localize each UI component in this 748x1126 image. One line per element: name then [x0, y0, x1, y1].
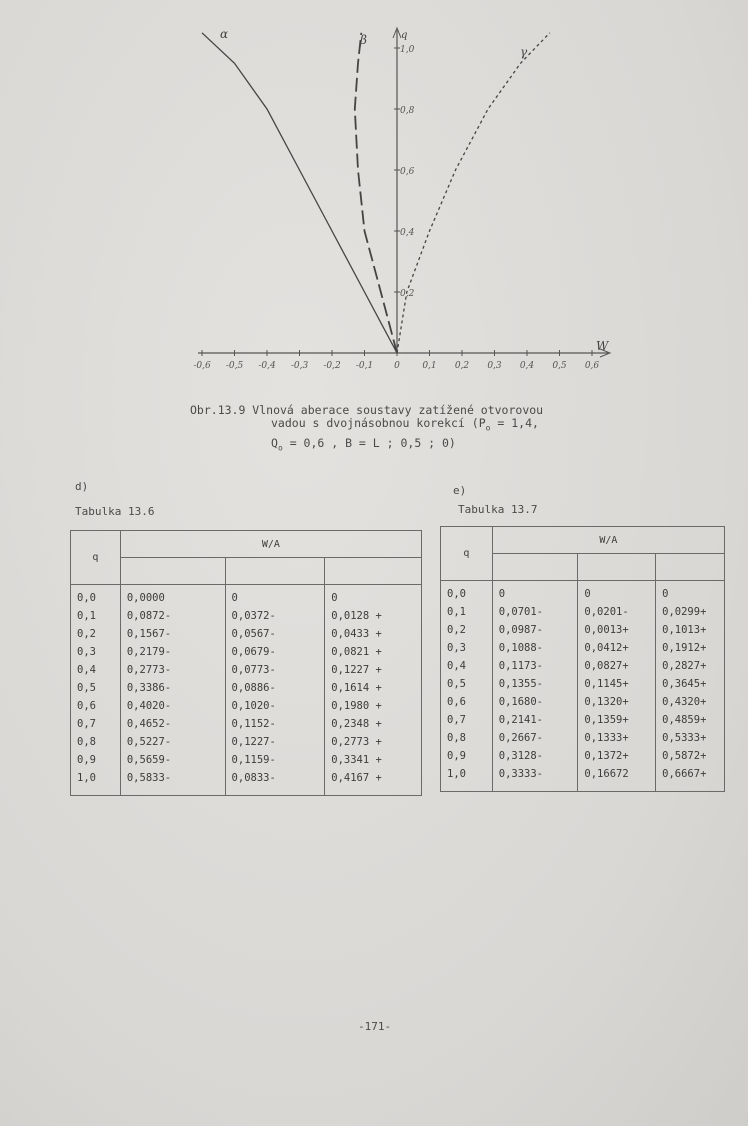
value-cell: 0 [325, 585, 422, 608]
x-tick-label: 0,6 [584, 361, 600, 371]
value-cell: 0,4859+ [656, 711, 725, 729]
value-cell: 0,0433 + [325, 625, 422, 643]
table-row [441, 729, 725, 747]
table-body [71, 585, 422, 796]
q-cell: 0,9 [71, 751, 121, 769]
value-cell: 0 [656, 581, 725, 604]
value-cell: 0,1912+ [656, 639, 725, 657]
plot-axes [198, 28, 610, 357]
y-axis-label: q [401, 30, 408, 41]
x-tick-label: -0,1 [355, 361, 374, 371]
subheader-cell [120, 558, 225, 585]
value-cell: 0,1333+ [578, 729, 656, 747]
value-cell: 0,1980 + [325, 697, 422, 715]
value-cell: 0,0886- [225, 679, 325, 697]
value-cell: 0,3128- [492, 747, 578, 765]
value-cell: 0,1320+ [578, 693, 656, 711]
x-tick-label: 0,1 [422, 361, 437, 371]
y-tick-label: 1,0 [400, 45, 415, 55]
value-cell: 0,4652- [120, 715, 225, 733]
left-table-title: Tabulka 13.6 [75, 505, 155, 518]
value-cell: 0,2667- [492, 729, 578, 747]
q-cell: 1,0 [441, 765, 493, 792]
q-cell: 0,0 [441, 581, 493, 604]
curve-2 [355, 33, 397, 353]
table-13-7 [440, 526, 725, 792]
subheader-cell [492, 554, 578, 581]
value-cell: 0,2141- [492, 711, 578, 729]
value-cell: 0,4320+ [656, 693, 725, 711]
table-row [71, 607, 422, 625]
page-number: -171- [358, 1020, 392, 1033]
value-cell: 0,0412+ [578, 639, 656, 657]
table-row [71, 733, 422, 751]
table-row [441, 675, 725, 693]
x-tick-label: 0,4 [519, 361, 535, 371]
value-cell: 0,5872+ [656, 747, 725, 765]
q-cell: 0,8 [441, 729, 493, 747]
subheader-cell [578, 554, 656, 581]
value-cell: 0,4020- [120, 697, 225, 715]
y-tick-label: 0,6 [400, 167, 415, 177]
table-body [441, 581, 725, 792]
value-cell: 0,0372- [225, 607, 325, 625]
table-row [441, 765, 725, 792]
section-e-label: e) [453, 484, 467, 497]
q-cell: 0,3 [71, 643, 121, 661]
table-row [71, 697, 422, 715]
value-cell: 0,0567- [225, 625, 325, 643]
q-cell: 0,2 [71, 625, 121, 643]
x-tick-label: -0,4 [258, 361, 276, 371]
value-cell: 0,6667+ [656, 765, 725, 792]
subheader-cell [656, 554, 725, 581]
curve-3 [397, 33, 550, 353]
table-row [71, 661, 422, 679]
right-table-title: Tabulka 13.7 [458, 503, 538, 516]
table-row [441, 711, 725, 729]
value-cell: 0,3645+ [656, 675, 725, 693]
q-cell: 0,5 [441, 675, 493, 693]
subheader-cell [225, 558, 325, 585]
value-cell: 0,1159- [225, 751, 325, 769]
y-tick-label: 0,8 [400, 106, 415, 116]
value-cell: 0,0201- [578, 603, 656, 621]
column-header-wa: W/A [492, 527, 724, 554]
value-cell: 0,3341 + [325, 751, 422, 769]
table-row [71, 643, 422, 661]
value-cell: 0,0013+ [578, 621, 656, 639]
subheader-cell [325, 558, 422, 585]
caption-params: = 0,6 , B = L ; 0,5 ; 0) [282, 436, 456, 450]
q-cell: 0,6 [71, 697, 121, 715]
value-cell: 0 [225, 585, 325, 608]
value-cell: 0,0987- [492, 621, 578, 639]
value-cell: 0,2773 + [325, 733, 422, 751]
y-tick-label: 0,2 [400, 289, 415, 299]
x-tick-label: -0,5 [225, 361, 244, 371]
caption-text-end: = 1,4, [490, 416, 539, 430]
q-cell: 0,1 [71, 607, 121, 625]
q-cell: 0,7 [71, 715, 121, 733]
value-cell: 0,1359+ [578, 711, 656, 729]
value-cell: 0,1567- [120, 625, 225, 643]
value-cell: 0,2348 + [325, 715, 422, 733]
table-row [71, 585, 422, 608]
q-cell: 0,5 [71, 679, 121, 697]
q-cell: 0,8 [71, 733, 121, 751]
value-cell: 0,1152- [225, 715, 325, 733]
table-row [441, 747, 725, 765]
figure-caption-line-2 [271, 416, 539, 435]
value-cell: 0,5333+ [656, 729, 725, 747]
q-cell: 0,0 [71, 585, 121, 608]
value-cell: 0,5833- [120, 769, 225, 796]
x-tick-label: 0,5 [552, 361, 567, 371]
curve-label: α [220, 27, 229, 41]
q-cell: 0,1 [441, 603, 493, 621]
x-tick-label: -0,3 [290, 361, 309, 371]
value-cell: 0,4167 + [325, 769, 422, 796]
x-tick-label: 0,2 [454, 361, 470, 371]
value-cell: 0,5227- [120, 733, 225, 751]
wave-aberration-figure [0, 0, 748, 400]
value-cell: 0,2179- [120, 643, 225, 661]
caption-q-subscript: o [277, 443, 283, 453]
value-cell: 0,1088- [492, 639, 578, 657]
table-row [441, 657, 725, 675]
value-cell: 0,1013+ [656, 621, 725, 639]
q-cell: 0,6 [441, 693, 493, 711]
aberration-curves [202, 33, 550, 353]
table-row [441, 621, 725, 639]
x-tick-label: 0 [394, 361, 400, 371]
q-cell: 0,4 [71, 661, 121, 679]
value-cell: 0,0872- [120, 607, 225, 625]
table-row [71, 625, 422, 643]
curve-label: β [360, 33, 367, 47]
y-tick-label: 0,4 [400, 228, 415, 238]
q-cell: 0,3 [441, 639, 493, 657]
table-row [71, 679, 422, 697]
value-cell: 0,0000 [120, 585, 225, 608]
value-cell: 0,0128 + [325, 607, 422, 625]
q-cell: 1,0 [71, 769, 121, 796]
value-cell: 0,3386- [120, 679, 225, 697]
value-cell: 0,16672 [578, 765, 656, 792]
value-cell: 0,0821 + [325, 643, 422, 661]
q-cell: 0,4 [441, 657, 493, 675]
q-cell: 0,9 [441, 747, 493, 765]
value-cell: 0,2827+ [656, 657, 725, 675]
value-cell: 0,5659- [120, 751, 225, 769]
value-cell: 0,0773- [225, 661, 325, 679]
figure-caption-line-3 [271, 436, 456, 455]
value-cell: 0 [578, 581, 656, 604]
section-d-label: d) [75, 480, 89, 493]
figure-caption-line-1: Obr.13.9 Vlnová aberace soustavy zatížené otvorovou [190, 403, 544, 417]
table-row [71, 715, 422, 733]
value-cell: 0,1680- [492, 693, 578, 711]
value-cell: 0,1173- [492, 657, 578, 675]
x-tick-label: -0,6 [193, 361, 211, 371]
value-cell: 0,1145+ [578, 675, 656, 693]
curve-label: γ [520, 45, 528, 59]
x-axis-label: W [596, 339, 609, 353]
value-cell: 0,0701- [492, 603, 578, 621]
column-header-wa: W/A [120, 531, 421, 558]
table-row [441, 581, 725, 604]
table-row [441, 693, 725, 711]
q-cell: 0,2 [441, 621, 493, 639]
curve-1 [202, 33, 397, 353]
table-row [441, 603, 725, 621]
caption-subscript: o [485, 423, 491, 433]
value-cell: 0,1372+ [578, 747, 656, 765]
value-cell: 0,0679- [225, 643, 325, 661]
value-cell: 0 [492, 581, 578, 604]
q-cell: 0,7 [441, 711, 493, 729]
value-cell: 0,2773- [120, 661, 225, 679]
value-cell: 0,1227- [225, 733, 325, 751]
column-header-q: q [71, 531, 121, 585]
value-cell: 0,1227 + [325, 661, 422, 679]
table-row [71, 751, 422, 769]
value-cell: 0,0299+ [656, 603, 725, 621]
caption-q: Q [271, 436, 278, 450]
table-13-6 [70, 530, 422, 796]
value-cell: 0,1020- [225, 697, 325, 715]
table-row [441, 639, 725, 657]
curve-labels [220, 27, 528, 59]
x-tick-label: -0,2 [323, 361, 341, 371]
axis-ticks [193, 45, 599, 371]
x-tick-label: 0,3 [487, 361, 502, 371]
caption-text: vadou s dvojnásobnou korekcí (P [271, 416, 486, 430]
value-cell: 0,1614 + [325, 679, 422, 697]
value-cell: 0,3333- [492, 765, 578, 792]
table-row [71, 769, 422, 796]
value-cell: 0,1355- [492, 675, 578, 693]
value-cell: 0,0833- [225, 769, 325, 796]
column-header-q: q [441, 527, 493, 581]
value-cell: 0,0827+ [578, 657, 656, 675]
